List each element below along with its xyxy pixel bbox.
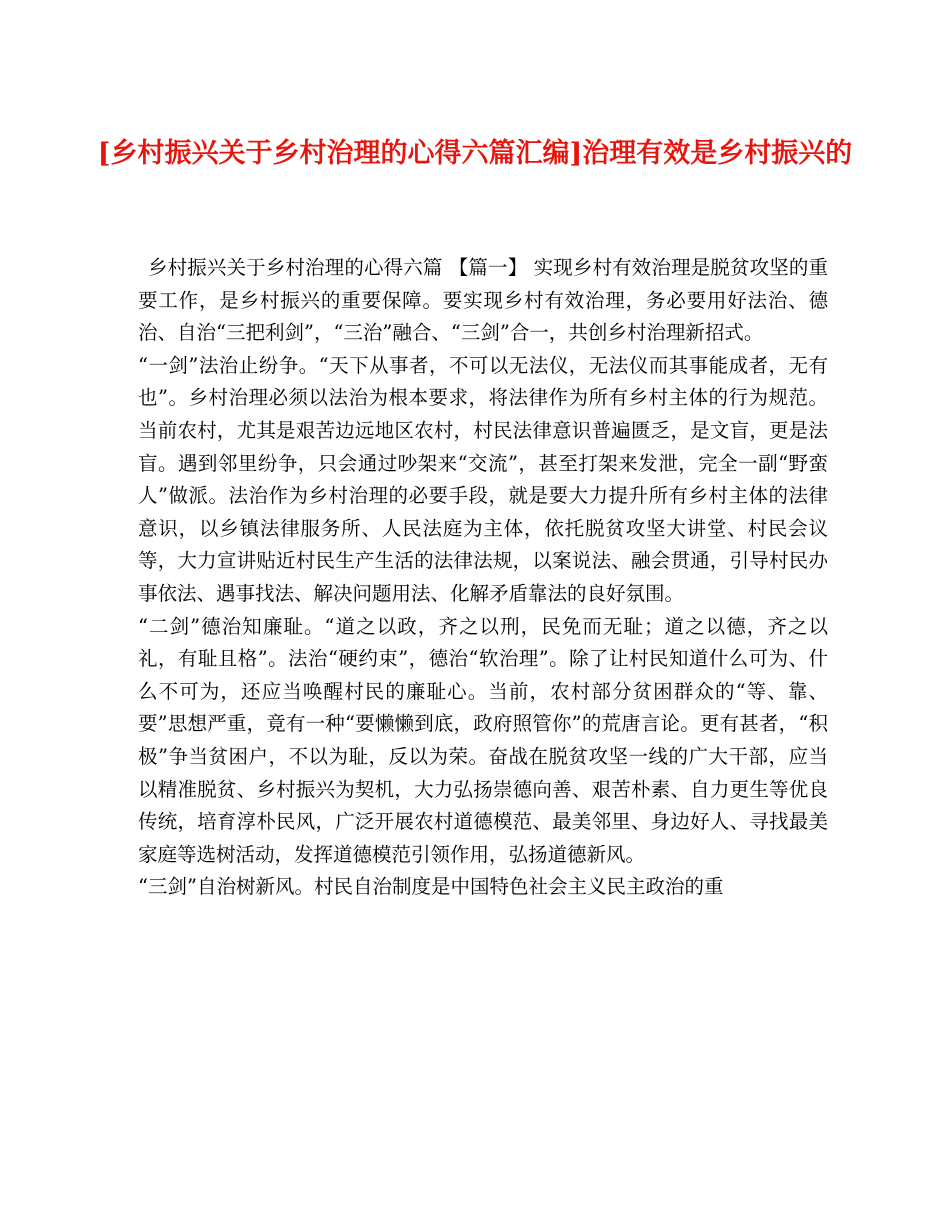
paragraph-self-governance: “三剑”自治树新风。村民自治制度是中国特色社会主义民主政治的重 [138, 875, 724, 899]
document-title: [乡村振兴关于乡村治理的心得六篇汇编]治理有效是乡村振兴的 [97, 138, 853, 169]
paragraph-rule-of-virtue: “二剑”德治知廉耻。“道之以政，齐之以刑，民免而无耻；道之以德，齐之以礼，有耻且格”。法治“硬约束”，德治“软治理”。除了让村民知道什么可为、什么不可为，还应当唤醒村民的廉耻心。当前，农村部分贫困群众的“等、靠、要”思想严重，竟有一种“要懒懒到底，政府照管你”的荒唐言论。更有甚者，“积极”争当贫困户，不以为耻，反以为荣。奋战在脱贫攻坚一线的广大干部，应当以精准脱贫、乡村振兴为契机，大力弘扬崇德向善、艰苦朴素、自力更生等优良传统，培育淳朴民风，广泛开展农村道德模范、最美邻里、身边好人、寻找最美家庭等选树活动，发挥道德模范引领作用，弘扬道德新风。 [138, 614, 828, 866]
document-body [138, 252, 828, 904]
paragraph-rule-of-law: “一剑”法治止纷争。“天下从事者，不可以无法仪，无法仪而其事能成者，无有也”。乡村治理必须以法治为根本要求，将法律作为所有乡村主体的行为规范。当前农村，尤其是艰苦边远地区农村，村民法律意识普遍匮乏，是文盲，更是法盲。遇到邻里纷争，只会通过吵架来“交流”，甚至打架来发泄，完全一副“野蛮人”做派。法治作为乡村治理的必要手段，就是要大力提升所有乡村主体的法律意识，以乡镇法律服务所、人民法庭为主体，依托脱贫攻坚大讲堂、村民会议等，大力宣讲贴近村民生产生活的法律法规，以案说法、融会贯通，引导村民办事依法、遇事找法、解决问题用法、化解矛盾靠法的良好氛围。 [138, 353, 828, 605]
paragraph-intro: 乡村振兴关于乡村治理的心得六篇 【篇一】 实现乡村有效治理是脱贫攻坚的重要工作，是乡村振兴的重要保障。要实现乡村有效治理，务必要用好法治、德治、自治“三把利剑”，“三治”融合、“三剑”合一，共创乡村治理新招式。 [138, 256, 828, 345]
